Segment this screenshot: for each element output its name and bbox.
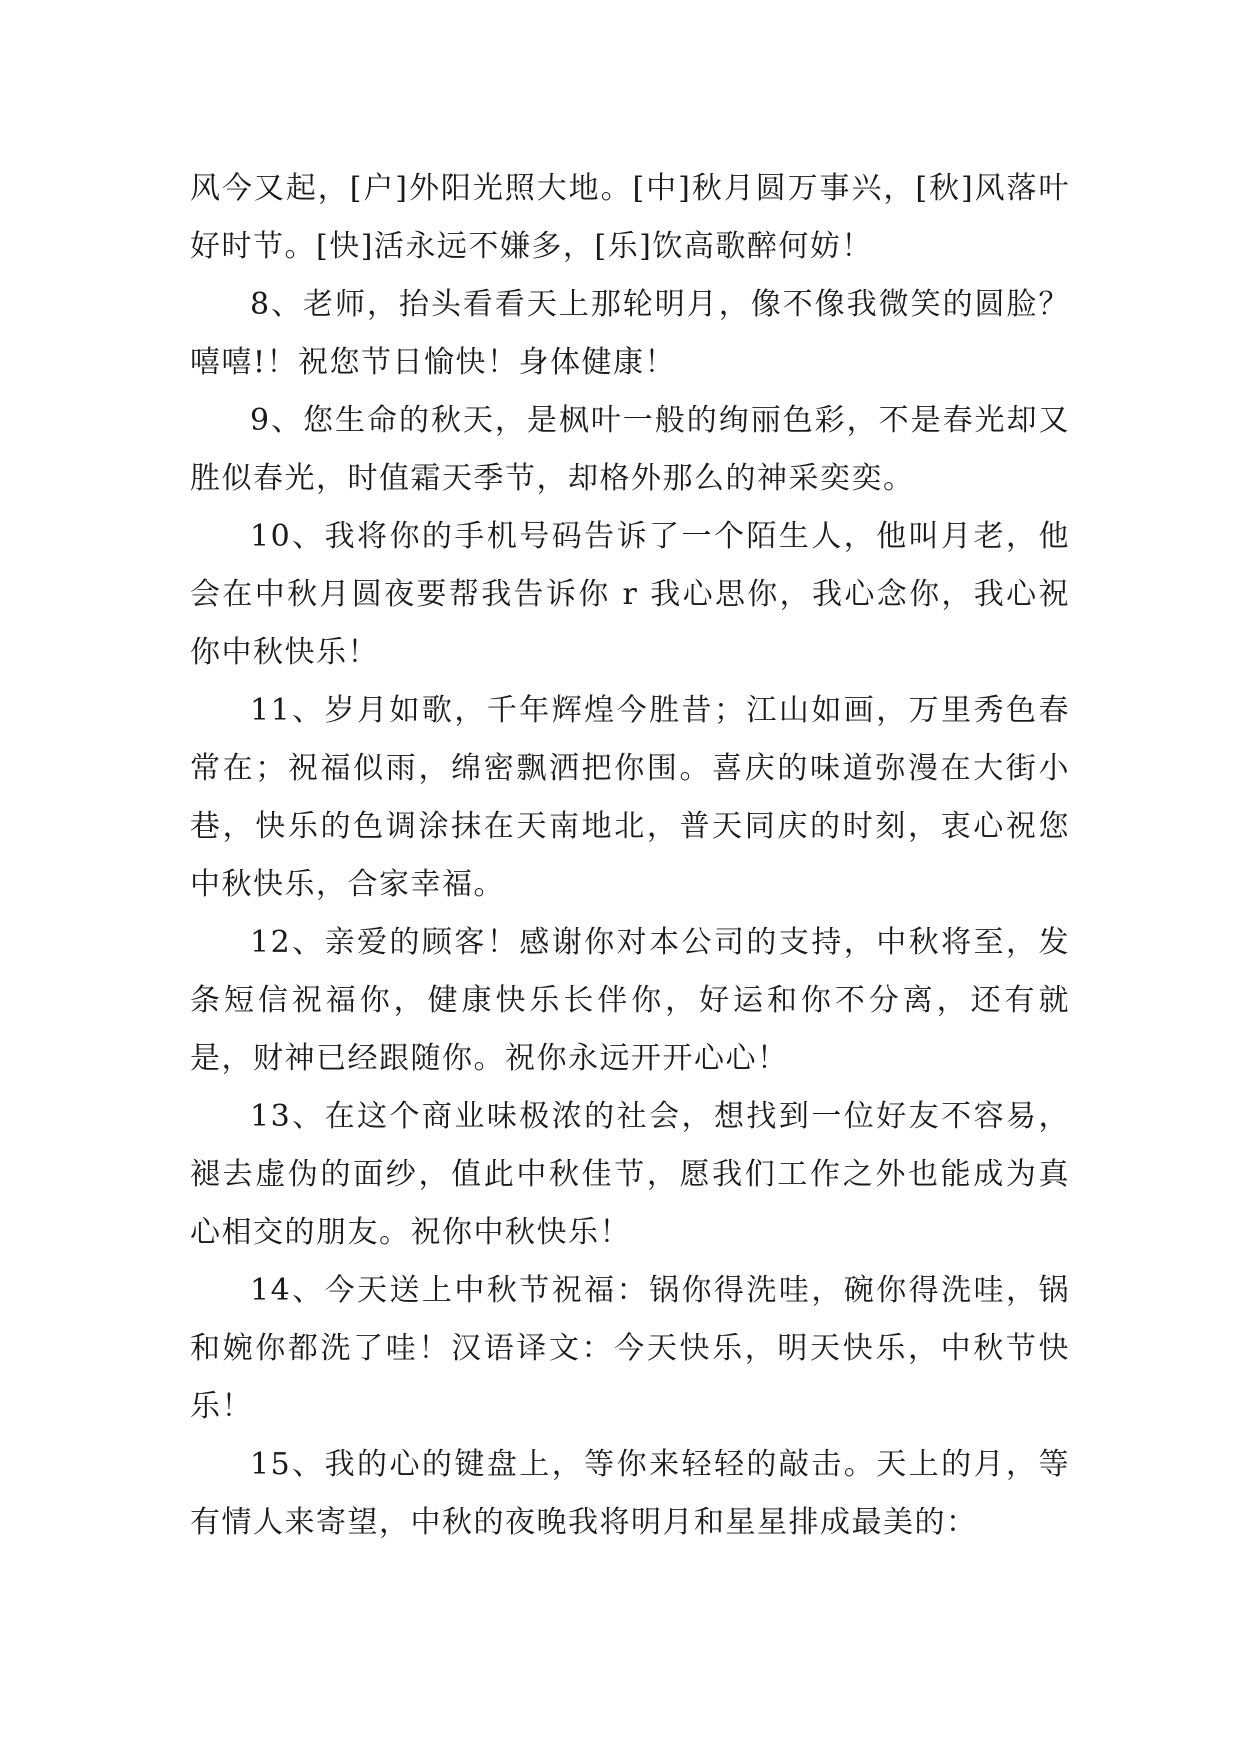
paragraph: 风今又起，[户]外阳光照大地。[中]秋月圆万事兴，[秋]风落叶好时节。[快]活永远不嫌多，[乐]饮高歌醉何妨！ — [190, 171, 1070, 264]
paragraph: 12、亲爱的顾客！感谢你对本公司的支持，中秋将至，发条短信祝福你，健康快乐长伴你，好运和你不分离，还有就是，财神已经跟随你。祝你永远开开心心！ — [190, 925, 1070, 1076]
paragraph: 13、在这个商业味极浓的社会，想找到一位好友不容易，褪去虚伪的面纱，值此中秋佳节，愿我们工作之外也能成为真心相交的朋友。祝你中秋快乐！ — [190, 1099, 1070, 1250]
paragraph: 14、今天送上中秋节祝福：锅你得洗哇，碗你得洗哇，锅和婉你都洗了哇！汉语译文：今天快乐，明天快乐，中秋节快乐！ — [190, 1273, 1070, 1424]
paragraph: 8、老师，抬头看看天上那轮明月，像不像我微笑的圆脸？嘻嘻!！祝您节日愉快！身体健康！ — [190, 287, 1070, 380]
paragraph: 9、您生命的秋天，是枫叶一般的绚丽色彩，不是春光却又胜似春光，时值霜天季节，却格外那么的神采奕奕。 — [190, 403, 1070, 496]
paragraph: 10、我将你的手机号码告诉了一个陌生人，他叫月老，他会在中秋月圆夜要帮我告诉你 r 我心思你，我心念你，我心祝你中秋快乐！ — [190, 519, 1070, 670]
document-body — [190, 160, 1070, 1552]
paragraph: 15、我的心的键盘上，等你来轻轻的敲击。天上的月，等有情人来寄望，中秋的夜晚我将明月和星星排成最美的： — [190, 1447, 1070, 1540]
paragraph: 11、岁月如歌，千年辉煌今胜昔；江山如画，万里秀色春常在；祝福似雨，绵密飘洒把你围。喜庆的味道弥漫在大街小巷，快乐的色调涂抹在天南地北，普天同庆的时刻，衷心祝您中秋快乐，合家幸福。 — [190, 693, 1070, 902]
